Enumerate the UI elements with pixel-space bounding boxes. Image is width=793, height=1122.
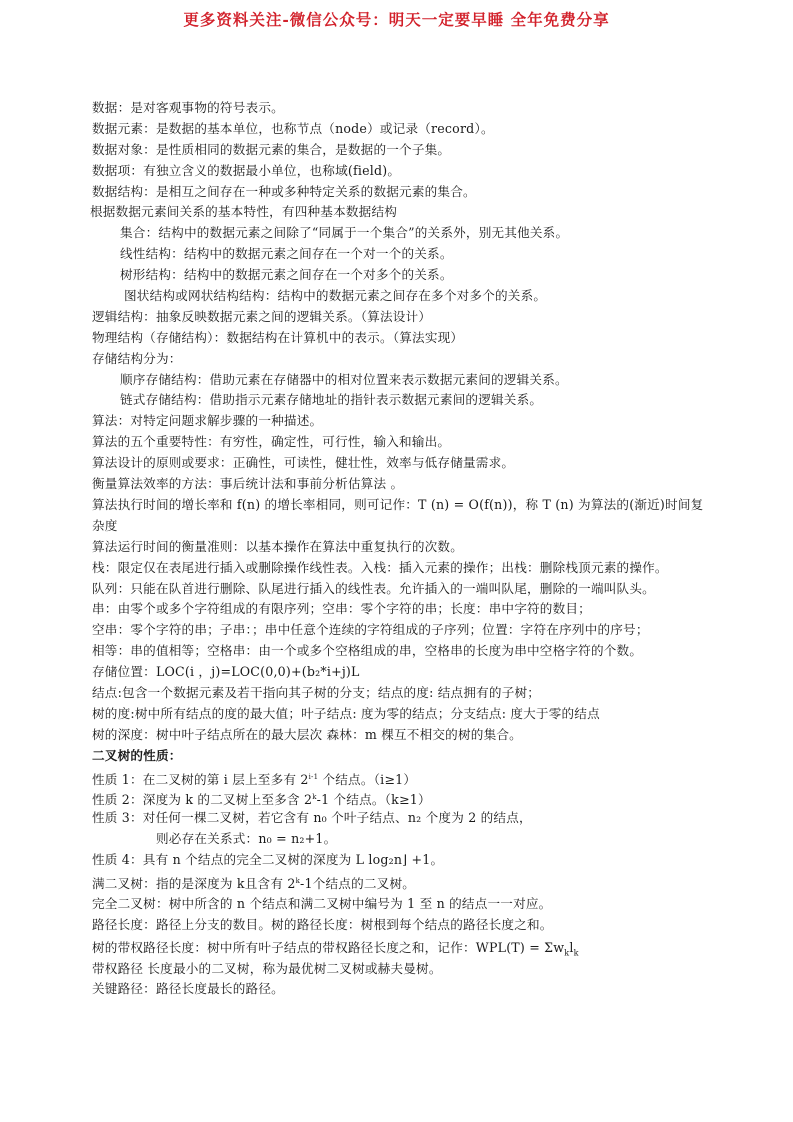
- def-tree-depth: 树的深度：树中叶子结点所在的最大层次 森林：m 棵互不相交的树的集合。: [92, 726, 522, 742]
- sequential-storage: 顺序存储结构：借助元素在存储器中的相对位置来表示数据元素间的逻辑关系。: [120, 371, 568, 387]
- wpl-l: l: [569, 939, 574, 955]
- def-string: 串：由零个或多个字符组成的有限序列；空串：零个字符的串；长度：串中字符的数目；: [92, 601, 591, 617]
- runtime-criterion: 算法运行时间的衡量准则：以基本操作在算法中重复执行的次数。: [92, 538, 464, 554]
- full-tree-exponent: k: [295, 876, 301, 885]
- p1-text-end: 个结点。（i≥1）: [318, 771, 417, 787]
- structure-tree: 树形结构：结构中的数据元素之间存在一个对多个的关系。: [120, 267, 453, 283]
- p2-text-end: -1 个结点。（k≥1）: [316, 792, 431, 808]
- storage-types-intro: 存储结构分为：: [92, 350, 182, 366]
- four-structures-intro: 根据数据元素间关系的基本特性，有四种基本数据结构: [90, 204, 398, 220]
- full-tree-text-end: -1个结点的二叉树。: [300, 876, 416, 892]
- def-path-length: 路径长度：路径上分支的数目。树的路径长度：树根到每个结点的路径长度之和。: [92, 916, 553, 932]
- efficiency-methods: 衡量算法效率的方法：事后统计法和事前分析估算法 。: [92, 476, 404, 492]
- wpl-text: 树的带权路径长度：树中所有叶子结点的带权路径长度之和，记作：WPL(T) = Σw: [92, 939, 565, 955]
- def-algorithm: 算法：对特定问题求解步骤的一种描述。: [92, 413, 323, 429]
- def-stack: 栈：限定仅在表尾进行插入或删除操作线性表。入栈：插入元素的操作；出栈：删除栈顶元素的操作。: [92, 559, 668, 575]
- p1-text: 性质 1：在二叉树的第 i 层上至多有 2: [92, 771, 309, 787]
- def-weighted-path-length: [92, 938, 712, 959]
- storage-location: 存储位置：LOC(i ，j)=LOC(0,0)+(b₂*i+j)L: [92, 664, 360, 680]
- def-string-equal: 相等：串的值相等；空格串：由一个或多个空格组成的串，空格串的长度为串中空格字符的个数。: [92, 643, 643, 659]
- def-critical-path: 关键路径：路径长度最长的路径。: [92, 981, 284, 997]
- def-tree-degree: 树的度:树中所有结点的度的最大值；叶子结点: 度为零的结点；分支结点: 度大于零的结点: [92, 705, 600, 721]
- def-empty-string: 空串：零个字符的串；子串：；串中任意个连续的字符组成的子序列；位置：字符在序列中的序号；: [92, 622, 649, 638]
- p1-exponent: i-1: [308, 772, 319, 781]
- def-data-item: 数据项：有独立含义的数据最小单位，也称域(field)。: [92, 162, 401, 178]
- linked-storage: 链式存储结构：借助指示元素存储地址的指针表示数据元素间的逻辑关系。: [120, 392, 543, 408]
- binary-tree-property-4: 性质 4：具有 n 个结点的完全二叉树的深度为 L log₂n⌋ +1。: [92, 852, 444, 868]
- document-body: [92, 98, 712, 1000]
- algorithm-requirements: 算法设计的原则或要求：正确性，可读性，健壮性，效率与低存储量需求。: [92, 455, 515, 471]
- logical-structure: 逻辑结构：抽象反映数据元素之间的逻辑关系。（算法设计）: [92, 308, 432, 324]
- def-data-object: 数据对象：是性质相同的数据元素的集合，是数据的一个子集。: [92, 141, 451, 157]
- binary-tree-property-1: [92, 767, 712, 788]
- structure-graph: 图状结构或网状结构结构：结构中的数据元素之间存在多个对多个的关系。: [124, 288, 547, 304]
- binary-tree-heading: 二叉树的性质：: [92, 747, 182, 763]
- structure-linear: 线性结构：结构中的数据元素之间存在一个对一个的关系。: [120, 246, 453, 262]
- binary-tree-property-3: 性质 3：对任何一棵二叉树，若它含有 n₀ 个叶子结点、n₂ 个度为 2 的结点，: [92, 810, 532, 826]
- wpl-subscript-w: k: [564, 948, 570, 958]
- wpl-subscript-l: k: [573, 948, 579, 958]
- full-tree-text: 满二叉树：指的是深度为 k且含有 2: [92, 876, 296, 892]
- structure-set: 集合：结构中的数据元素之间除了“同属于一个集合”的关系外，别无其他关系。: [120, 225, 569, 241]
- def-full-binary-tree: [92, 871, 712, 892]
- header-banner: 更多资料关注-微信公众号：明天一定要早睡 全年免费分享: [183, 10, 610, 29]
- def-complete-binary-tree: 完全二叉树：树中所含的 n 个结点和满二叉树中编号为 1 至 n 的结点一一对应。: [92, 895, 552, 911]
- def-data-structure: 数据结构：是相互之间存在一种或多种特定关系的数据元素的集合。: [92, 183, 476, 199]
- algorithm-properties: 算法的五个重要特性：有穷性，确定性，可行性，输入和输出。: [92, 434, 451, 450]
- p2-exponent: k: [312, 793, 317, 802]
- def-queue: 队列：只能在队首进行删除、队尾进行插入的线性表。允许插入的一端叫队尾，删除的一端叫队头。: [92, 580, 655, 596]
- def-data-element: 数据元素：是数据的基本单位，也称节点（node）或记录（record）。: [92, 120, 494, 136]
- def-huffman-tree: 带权路径 长度最小的二叉树，称为最优树二叉树或赫夫曼树。: [92, 960, 442, 976]
- p2-text: 性质 2：深度为 k 的二叉树上至多含 2: [92, 792, 313, 808]
- binary-tree-property-3-relation: 则必存在关系式：n₀ = n₂+1。: [156, 831, 337, 847]
- def-data: 数据：是对客观事物的符号表示。: [92, 100, 284, 115]
- def-node: 结点:包含一个数据元素及若干指向其子树的分支；结点的度: 结点拥有的子树；: [92, 684, 541, 700]
- time-complexity: 算法执行时间的增长率和 f(n) 的增长率相同，则可记作：T (n) = O(f(n))，称 T (n) 为算法的(渐近)时间复杂度: [92, 496, 704, 533]
- binary-tree-property-2: [92, 787, 712, 808]
- physical-structure: 物理结构（存储结构）：数据结构在计算机中的表示。（算法实现）: [92, 329, 464, 345]
